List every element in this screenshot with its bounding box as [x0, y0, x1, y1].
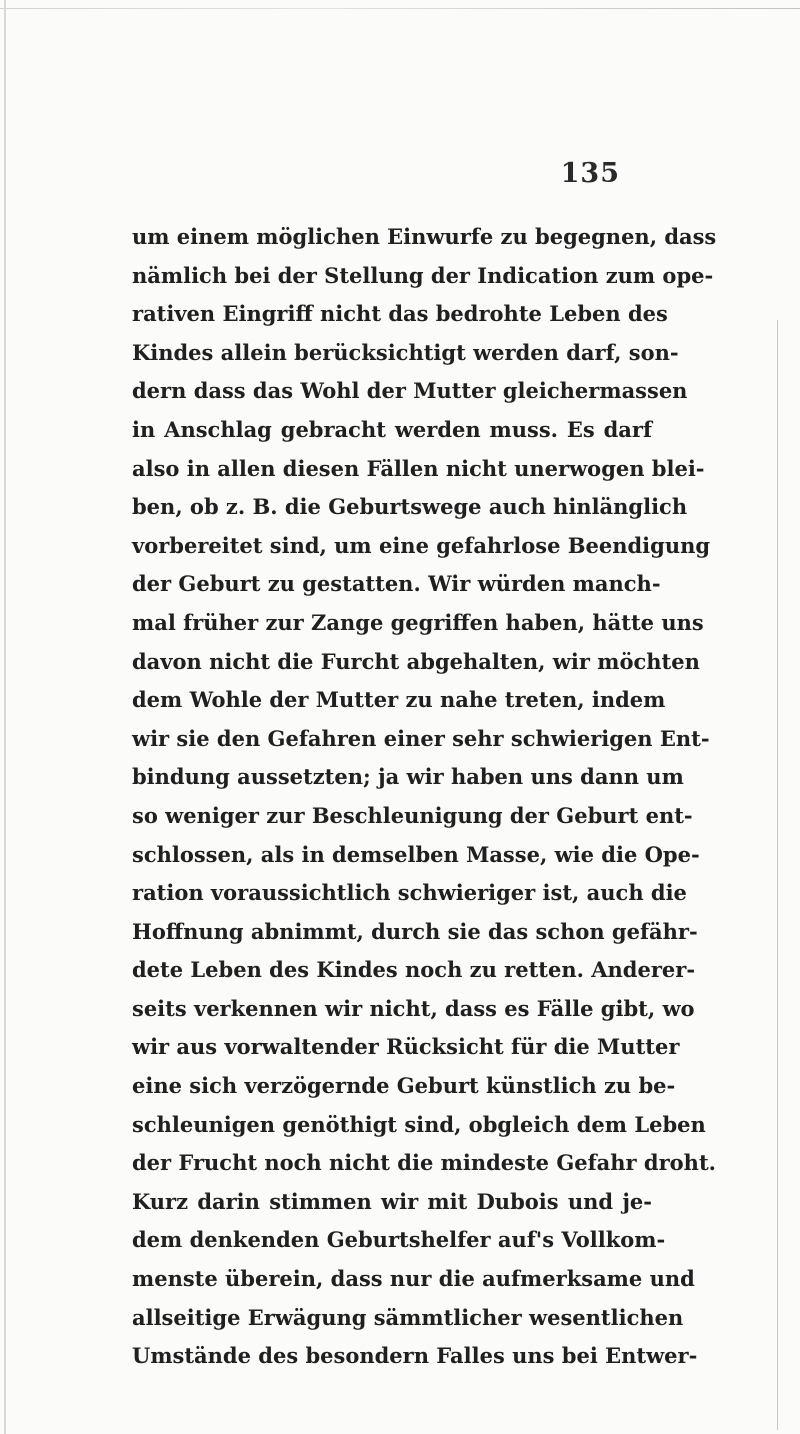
text-line: bindung aussetzten; ja wir haben uns dann um [132, 764, 684, 790]
text-line: ration voraussichtlich schwieriger ist, auch die [132, 880, 687, 906]
text-line: um einem möglichen Einwurfe zu begegnen, dass [132, 224, 717, 249]
text-line: nämlich bei der Stellung der Indication zum ope- [132, 262, 714, 288]
body-text [132, 218, 717, 1376]
text-line: schleunigen genöthigt sind, obgleich dem Leben [132, 1111, 706, 1137]
text-line: mal früher zur Zange gegriffen haben, hätte uns [132, 609, 704, 635]
text-line: der Geburt zu gestatten. Wir würden manch- [132, 571, 661, 597]
text-line: ben, ob z. B. die Geburtswege auch hinlänglich [132, 494, 688, 520]
text-line: davon nicht die Furcht abgehalten, wir möchten [132, 648, 700, 674]
text-line: Umstände des besondern Falles uns bei Entwer- [132, 1343, 698, 1369]
scan-left-edge [4, 0, 6, 1434]
text-line: dete Leben des Kindes noch zu retten. Anderer- [132, 957, 696, 983]
page-number: 135 [560, 158, 620, 189]
text-line: dem Wohle der Mutter zu nahe treten, indem [132, 687, 666, 713]
text-line: der Frucht noch nicht die mindeste Gefahr droht. [132, 1150, 716, 1176]
text-line: in Anschlag gebracht werden muss. Es darf [132, 416, 652, 442]
text-line: seits verkennen wir nicht, dass es Fälle gibt, wo [132, 995, 695, 1021]
text-line: Kindes allein berücksichtigt werden darf, son- [132, 339, 679, 365]
text-line: Kurz darin stimmen wir mit Dubois und je- [132, 1188, 652, 1214]
text-line: allseitige Erwägung sämmtlicher wesentlichen [132, 1304, 684, 1330]
text-line: vorbereitet sind, um eine gefahrlose Beendigung [132, 532, 711, 558]
text-line: dern dass das Wohl der Mutter gleichermassen [132, 378, 688, 404]
scan-top-edge [0, 8, 800, 9]
text-line: menste überein, dass nur die aufmerksame und [132, 1266, 695, 1292]
text-line: dem denkenden Geburtshelfer auf's Vollkom- [132, 1227, 666, 1253]
text-line: wir sie den Gefahren einer sehr schwierigen Ent- [132, 725, 710, 751]
text-line: schlossen, als in demselben Masse, wie die Ope- [132, 841, 700, 867]
text-line: wir aus vorwaltender Rücksicht für die Mutter [132, 1034, 680, 1060]
scan-right-edge [777, 320, 778, 1430]
text-line: rativen Eingriff nicht das bedrohte Leben des [132, 301, 668, 327]
text-line: also in allen diesen Fällen nicht unerwogen blei- [132, 455, 705, 481]
text-line: so weniger zur Beschleunigung der Geburt ent- [132, 802, 693, 828]
text-line: Hoffnung abnimmt, durch sie das schon gefähr- [132, 918, 698, 944]
text-line: eine sich verzögernde Geburt künstlich zu be- [132, 1073, 676, 1099]
